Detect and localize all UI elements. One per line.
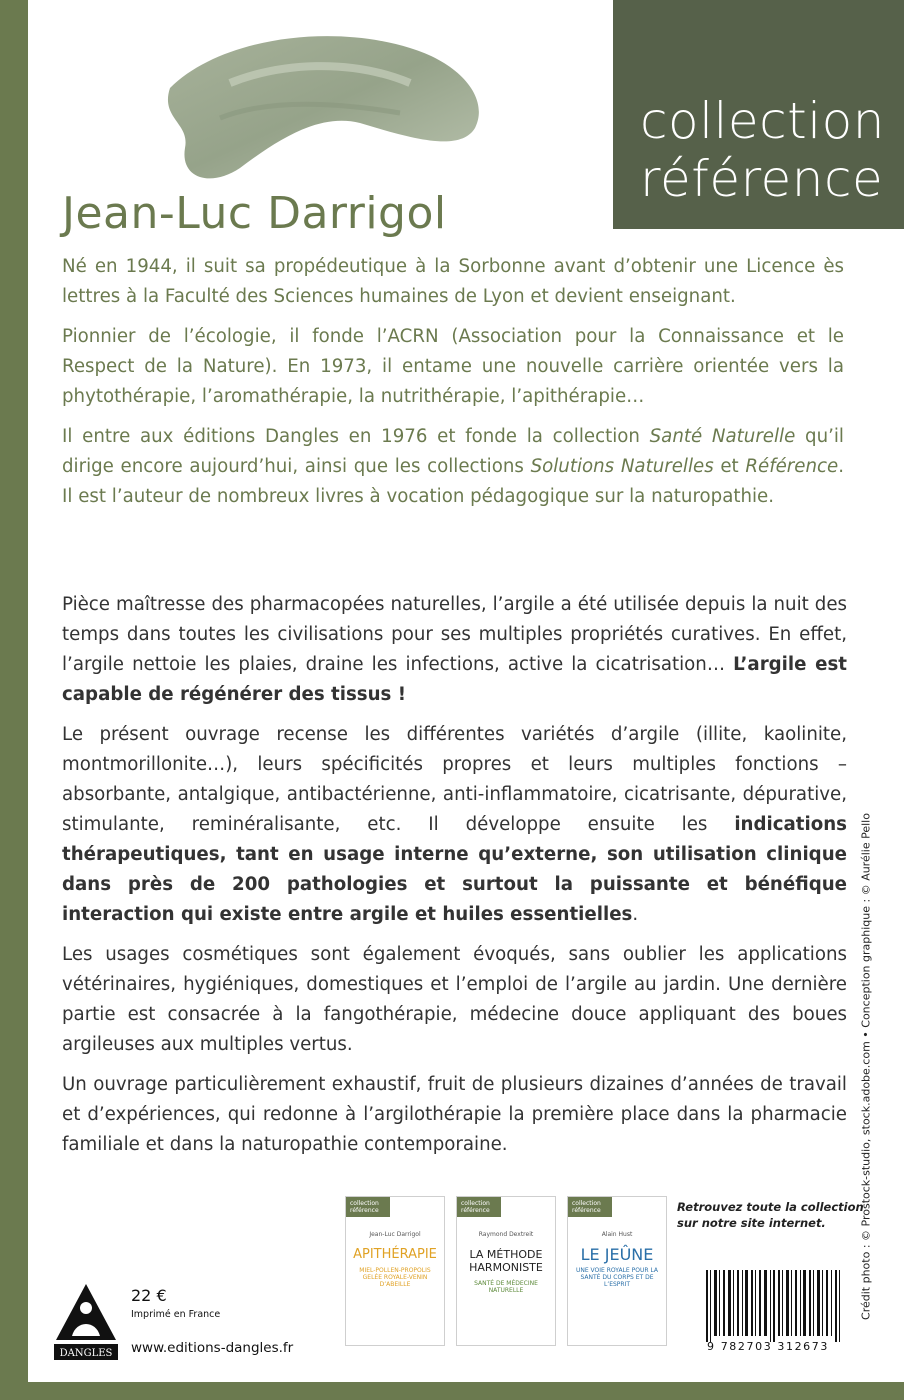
collection-name: Solutions Naturelles — [530, 456, 714, 477]
highlight-text: indications thérapeutiques, tant en usage interne qu’externe, son utilisation clinique dans près de 200 pathologies et surtout la puissante et bénéfique interaction qui existe entre argile et huiles essentielles — [62, 814, 847, 925]
bio-text: Il entre aux éditions Dangles en 1976 et fonde la collection — [62, 426, 650, 447]
book-title: LE JEÛNE — [580, 1245, 654, 1264]
book-thumbnail-le-jeune[interactable] — [567, 1196, 667, 1346]
highlight-text: L’argile est capable de régénérer des tissus ! — [62, 654, 847, 705]
isbn-number: 9 782703 312673 — [707, 1340, 829, 1353]
bottom-accent-bar — [0, 1382, 904, 1400]
description-paragraph-1 — [62, 590, 847, 710]
bio-text: et — [713, 456, 746, 477]
description-paragraph-2 — [62, 720, 847, 930]
bio-paragraph-1: Né en 1944, il suit sa propédeutique à la Sorbonne avant d’obtenir une Licence ès lettres à la Faculté des Sciences humaines de Lyon et devient enseignant. — [62, 256, 844, 307]
book-title: LA MÉTHODE HARMONISTE — [469, 1248, 543, 1274]
bio-text: qu’il dirige encore aujourd’hui, ainsi que les collections — [62, 426, 844, 477]
barcode-icon — [704, 1270, 844, 1342]
book-author: Alain Hust — [601, 1231, 633, 1238]
promo-line-1: Retrouvez toute la collection — [677, 1200, 864, 1214]
body-text: Pièce maîtresse des pharmacopées naturelles, l’argile a été utilisée depuis la nuit des temps dans toutes les civilisations pour ses multiples propriétés curatives. En effet, l’argile nettoie les plaies, draine les infections, active la cicatrisation… — [62, 594, 847, 675]
collection-line-2: référence — [640, 150, 884, 208]
publisher-website[interactable]: www.editions-dangles.fr — [131, 1340, 294, 1356]
collection-line-1: collection — [640, 92, 885, 150]
book-thumbnail-methode-harmoniste[interactable] — [456, 1196, 556, 1346]
collection-promo — [677, 1199, 864, 1231]
book-subtitle: SANTÉ DE MÉDECINE NATURELLE — [474, 1280, 538, 1294]
body-text: . — [632, 904, 639, 925]
book-title: APITHÉRAPIE — [353, 1247, 437, 1262]
author-name: Jean-Luc Darrigol — [62, 188, 447, 239]
promo-line-2: sur notre site internet. — [677, 1216, 826, 1230]
book-collection-band: collection référence — [568, 1197, 612, 1217]
description-paragraph-4: Un ouvrage particulièrement exhaustif, fruit de plusieurs dizaines d’années de travail et d’expériences, qui redonne à l’argilothérapie la première place dans la pharmacie familiale et dans la naturopathie contemporaine. — [62, 1074, 847, 1155]
bio-text: . Il est l’auteur de nombreux livres à vocation pédagogique sur la naturopathie. — [62, 456, 844, 507]
photo-credit: Crédit photo : © Prostock-studio, stock.adobe.com • Conception graphique : © Aurélie Pello — [859, 813, 873, 1320]
collection-name: Référence — [745, 456, 839, 477]
description-paragraph-3: Les usages cosmétiques sont également évoqués, sans oublier les applications vétérinaires, hygiéniques, domestiques et l’emploi de l’argile au jardin. Une dernière partie est consacrée à la fangothérapie, médecine douce appliquant des boues argileuses aux multiples vertus. — [62, 944, 847, 1055]
book-author: Jean-Luc Darrigol — [369, 1231, 421, 1238]
book-collection-band: collection référence — [457, 1197, 501, 1217]
publisher-logo-text: DANGLES — [59, 1348, 113, 1359]
dangles-logo-icon — [52, 1280, 120, 1362]
book-thumbnail-apitherapie[interactable] — [345, 1196, 445, 1346]
book-subtitle: MIEL-POLLEN-PROPOLIS GELÉE ROYALE-VENIN D’ABEILLE — [359, 1267, 431, 1288]
body-text: Le présent ouvrage recense les différentes variétés d’argile (illite, kaolinite, montmorillonite…), leurs spécificités propres et leurs multiples fonctions – absorbante, antalgique, antibactérienne, anti-inflammatoire, cicatrisante, dépurative, stimulante, reminéralisante, etc. Il développe ensuite les — [62, 724, 847, 835]
collection-name: Santé Naturelle — [649, 426, 796, 447]
price: 22 € — [131, 1286, 167, 1305]
book-collection-band: collection référence — [346, 1197, 390, 1217]
bio-paragraph-2: Pionnier de l’écologie, il fonde l’ACRN (Association pour la Connaissance et le Respect de la Nature). En 1973, il entame une nouvelle carrière orientée vers la phytothérapie, l’aromathérapie, la nutrithérapie, l’apithérapie… — [62, 326, 844, 407]
book-subtitle: UNE VOIE ROYALE POUR LA SANTÉ DU CORPS ET DE L’ESPRIT — [575, 1267, 659, 1288]
book-author: Raymond Dextreit — [478, 1231, 534, 1238]
author-bio — [62, 252, 844, 522]
book-description — [62, 590, 847, 1170]
collection-title — [640, 92, 885, 208]
bio-paragraph-3 — [62, 422, 844, 512]
left-accent-bar — [0, 0, 28, 1400]
printed-in: Imprimé en France — [131, 1309, 221, 1320]
clay-smear-image — [110, 28, 490, 188]
